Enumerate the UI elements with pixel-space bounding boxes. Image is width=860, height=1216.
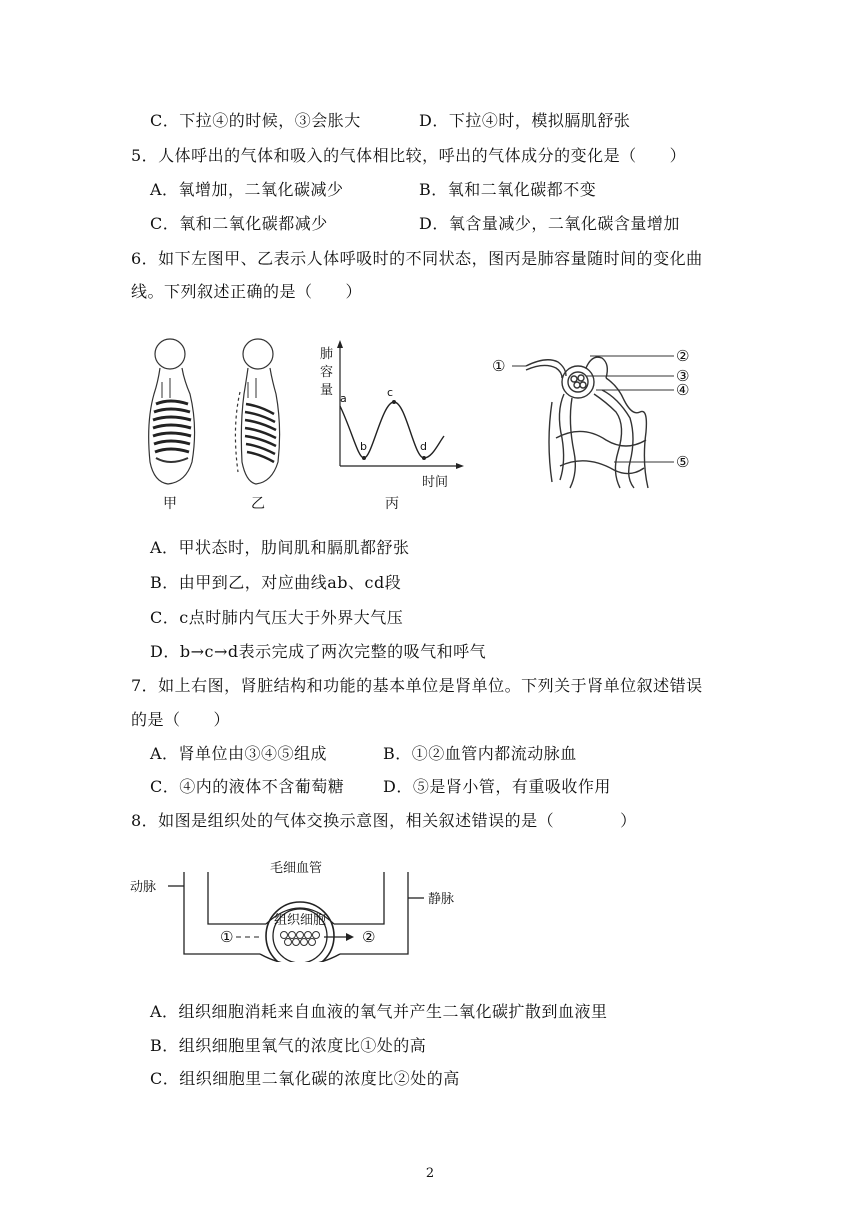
q5-option-b: B．氧和二氧化碳都不变	[419, 180, 597, 199]
q6-option-b: B．由甲到乙，对应曲线ab、cd段	[150, 573, 402, 592]
tubule-5	[606, 378, 648, 488]
kidney-label-2: ②	[676, 347, 690, 365]
ylabel-char-1: 肺	[320, 347, 334, 362]
ylabel-char-2: 容	[320, 365, 334, 380]
q6-stem-line2: 线。下列叙述正确的是（ ）	[131, 282, 363, 301]
kidney-label-1: ①	[492, 357, 506, 375]
page-number: 2	[425, 1166, 435, 1181]
q7-option-d: D．⑤是肾小管，有重吸收作用	[383, 777, 611, 796]
q6-option-c: C．c点时肺内气压大于外界大气压	[150, 608, 404, 627]
kidney-label-4: ④	[676, 381, 690, 399]
q8-stem: 8．如图是组织处的气体交换示意图，相关叙述错误的是（ ）	[131, 811, 637, 830]
q7-stem-line1: 7．如上右图，肾脏结构和功能的基本单位是肾单位。下列关于肾单位叙述错误	[131, 676, 703, 695]
q7-option-a: A．肾单位由③④⑤组成	[150, 744, 328, 763]
q5-option-d: D．氧含量减少，二氧化碳含量增加	[419, 214, 680, 233]
q5-option-c: C．氧和二氧化碳都减少	[150, 214, 328, 233]
tissue-cell-label: 组织细胞	[273, 913, 327, 928]
kidney-label-5: ⑤	[676, 453, 690, 471]
q4-option-c: C．下拉④的时候，③会胀大	[150, 111, 361, 130]
q7-option-b: B．①②血管内都流动脉血	[383, 744, 577, 763]
q7-stem-line2: 的是（ ）	[131, 710, 231, 729]
bing-label: 丙	[385, 496, 399, 512]
point-d: d	[420, 440, 427, 453]
q5-option-a: A．氧增加，二氧化碳减少	[150, 180, 344, 199]
lung-capacity-chart	[310, 336, 470, 516]
jia-label: 甲	[163, 496, 177, 512]
q5-stem: 5．人体呼出的气体和吸入的气体相比较，呼出的气体成分的变化是（ ）	[131, 146, 687, 165]
artery-label: 动脉	[130, 880, 157, 895]
jia-torso	[149, 339, 195, 484]
point-b: b	[360, 440, 367, 453]
nephron-figure	[486, 342, 716, 498]
capillary-label: 毛细血管	[269, 861, 323, 876]
yi-torso	[235, 339, 279, 484]
vein-label: 静脉	[428, 892, 455, 907]
q6-stem-line1: 6．如下左图甲、乙表示人体呼吸时的不同状态，图丙是肺容量随时间的变化曲	[131, 249, 703, 268]
kidney-label-3: ③	[676, 367, 690, 385]
q8-option-c: C．组织细胞里二氧化碳的浓度比②处的高	[150, 1069, 460, 1088]
point-c: c	[387, 386, 394, 399]
q8-option-a: A．组织细胞消耗来自血液的氧气并产生二氧化碳扩散到血液里	[150, 1002, 608, 1021]
yi-label: 乙	[251, 496, 265, 512]
xlabel: 时间	[422, 475, 449, 490]
capacity-curve	[340, 402, 444, 458]
point-1-label: ①	[220, 928, 234, 946]
gas-exchange-figure	[128, 852, 468, 962]
breathing-states-figure	[140, 332, 300, 512]
q4-option-d: D．下拉④时，模拟膈肌舒张	[419, 111, 631, 130]
q6-option-d: D．b→c→d表示完成了两次完整的吸气和呼气	[150, 642, 487, 661]
q8-option-b: B．组织细胞里氧气的浓度比①处的高	[150, 1036, 427, 1055]
q6-option-a: A．甲状态时，肋间肌和膈肌都舒张	[150, 538, 410, 557]
ylabel-char-3: 量	[320, 383, 334, 398]
point-a: a	[340, 392, 347, 405]
point-2-label: ②	[362, 928, 376, 946]
q7-option-c: C．④内的液体不含葡萄糖	[150, 777, 345, 796]
